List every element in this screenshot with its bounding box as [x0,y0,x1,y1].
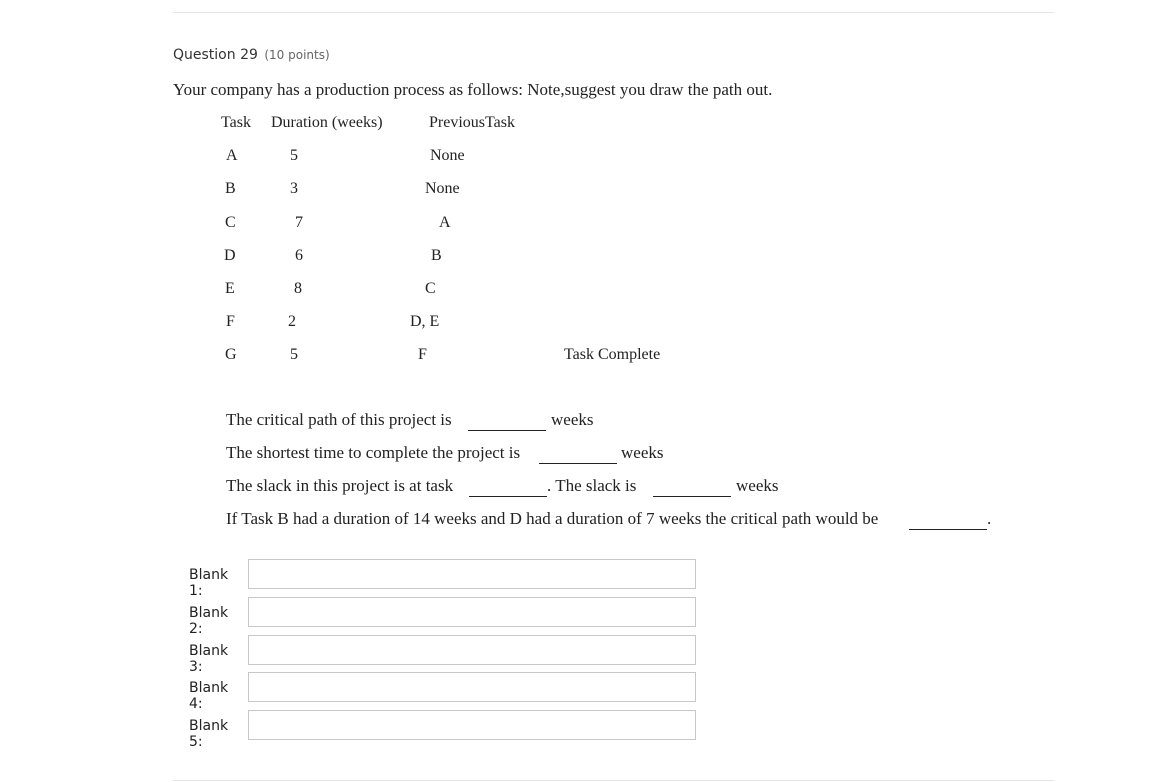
sentence-critical-path: The critical path of this project is [226,410,452,429]
blank-label: Blank 1: [189,567,229,599]
question-header [173,47,330,63]
previous-cell: D, E [410,313,440,330]
previous-cell: None [425,180,460,197]
duration-cell: 2 [288,313,296,330]
task-cell: A [226,147,238,164]
task-cell: G [225,346,237,363]
question-points: (10 points) [264,48,330,62]
sentence-period: . [987,509,992,528]
task-complete-note: Task Complete [564,346,661,363]
sentence-shortest-time: The shortest time to complete the project is [226,443,521,462]
duration-cell: 6 [295,247,303,264]
top-divider [173,12,1054,13]
previous-cell: B [431,247,442,264]
blank-2-input[interactable] [248,597,696,627]
previous-cell: A [439,214,451,231]
duration-cell: 3 [290,180,298,197]
sentence-slack-task: The slack in this project is at task [226,476,454,495]
blank-label: Blank 2: [189,605,229,637]
task-cell: F [226,313,235,330]
blank-4-input[interactable] [248,672,696,702]
sentence-weeks-1: weeks [551,410,594,429]
header-task: Task [221,114,251,131]
header-previous-task: PreviousTask [429,114,515,131]
blank-1-input[interactable] [248,559,696,589]
duration-cell: 5 [290,346,298,363]
sentence-what-if: If Task B had a duration of 14 weeks and D had a duration of 7 weeks the critical path would be [226,509,879,528]
sentence-weeks-2: weeks [621,443,664,462]
duration-cell: 5 [290,147,298,164]
bottom-divider [173,780,1054,781]
sentence-weeks-3: weeks [736,476,779,495]
previous-cell: F [418,346,427,363]
sentence-blank-3 [469,496,547,497]
sentence-blank-5 [909,529,987,530]
blank-label: Blank 4: [189,680,229,712]
blank-5-input[interactable] [248,710,696,740]
question-intro: Your company has a production process as follows: Note,suggest you draw the path out. [173,80,773,99]
sentence-blank-1 [468,430,546,431]
sentence-slack-is: . The slack is [547,476,637,495]
previous-cell: None [430,147,465,164]
sentence-blank-2 [539,463,617,464]
duration-cell: 8 [294,280,302,297]
question-title: Question 29 [173,47,258,63]
blank-3-input[interactable] [248,635,696,665]
task-cell: D [224,247,236,264]
previous-cell: C [425,280,436,297]
blank-label: Blank 5: [189,718,229,750]
blank-label: Blank 3: [189,643,229,675]
sentence-blank-4 [653,496,731,497]
task-cell: C [225,214,236,231]
task-cell: B [225,180,236,197]
duration-cell: 7 [295,214,303,231]
header-duration: Duration (weeks) [271,114,383,131]
task-cell: E [225,280,235,297]
